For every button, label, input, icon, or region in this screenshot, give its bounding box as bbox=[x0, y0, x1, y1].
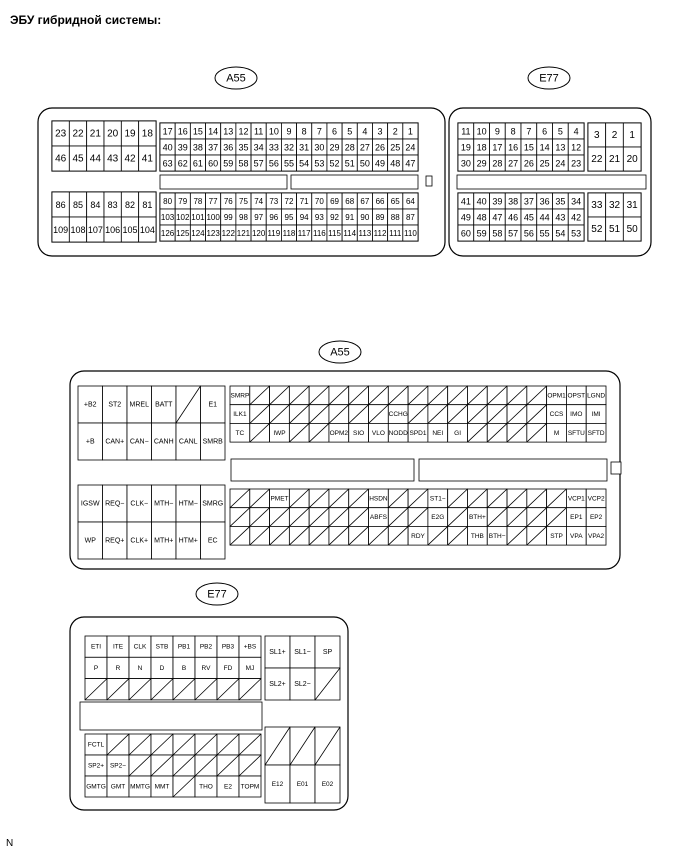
e77-top-rightbot-pin-label: 33 bbox=[591, 200, 603, 211]
a55-right-top-pin-label: IMI bbox=[591, 411, 601, 419]
e77-top-right-pin-label: 21 bbox=[608, 154, 621, 165]
a55-right-bot-pin-label: VPA2 bbox=[588, 532, 605, 540]
a55-top-rightbot-pin-label: 111 bbox=[389, 229, 402, 238]
a55-left-top-pin-label: CANL bbox=[178, 438, 198, 446]
e77-top-rightbot-pin-label: 50 bbox=[626, 224, 638, 235]
connector-label-a55-functions: A55 bbox=[330, 346, 350, 359]
a55-top-right-pin-label: 57 bbox=[253, 158, 264, 169]
a55-top-right-pin-label: 63 bbox=[162, 158, 173, 169]
a55-top-leftbot-pin-label: 82 bbox=[124, 200, 136, 210]
e77-top-right-pin-label: 20 bbox=[626, 154, 638, 165]
a55-top-right-pin-label: 55 bbox=[283, 158, 295, 169]
e77-top-pin-label: STB bbox=[155, 643, 169, 651]
a55-top-rightbot-pin-label: 103 bbox=[160, 213, 175, 222]
e77-top-pin-label: CLK bbox=[133, 643, 147, 651]
a55-top-rightbot-pin-label: 116 bbox=[312, 229, 326, 238]
a55-top-rightbot-pin-label: 123 bbox=[206, 229, 220, 238]
e77-top-left-pin-label: 18 bbox=[476, 142, 487, 153]
a55-top-right-pin-label: 30 bbox=[314, 142, 325, 153]
a55-top-rightbot-pin-label: 80 bbox=[163, 197, 173, 206]
a55-right-bot-pin-label: EP2 bbox=[589, 514, 603, 522]
a55-right-bot-pin-label: VCP1 bbox=[567, 495, 585, 503]
e77-top-pin-label: P bbox=[93, 664, 99, 672]
a55-top-rightbot-pin-label: 97 bbox=[254, 213, 264, 222]
a55-left-top-pin-label: CAN− bbox=[129, 438, 149, 446]
a55-right-top-pin-label: SPD1 bbox=[409, 429, 427, 437]
a55-top-rightbot-pin-label: 101 bbox=[191, 213, 205, 222]
a55-top-right-pin-label: 2 bbox=[392, 126, 398, 137]
a55-top-rightbot-pin-label: 78 bbox=[193, 197, 203, 206]
a55-right-top-pin-label: OPM1 bbox=[547, 392, 566, 400]
e77-top-rightbot-pin-label: 52 bbox=[591, 224, 603, 235]
a55-top-rightbot-pin-label: 68 bbox=[345, 197, 355, 206]
a55-top-rightbot-pin-label: 70 bbox=[314, 197, 324, 206]
a55-right-bot-pin-label: VCP2 bbox=[587, 495, 605, 503]
e77-bot-pin-label: GMTG bbox=[86, 783, 106, 791]
e77-top-left-pin-label: 19 bbox=[460, 142, 471, 153]
a55-top-rightbot-pin-label: 115 bbox=[328, 229, 341, 238]
e77-latch-bar bbox=[457, 175, 646, 189]
e77-top-rightbot-pin-label: 32 bbox=[608, 200, 621, 211]
connector-label-e77-functions: E77 bbox=[207, 588, 227, 601]
e77-top-leftbot-pin-label: 58 bbox=[492, 228, 503, 239]
a55-top-right-pin-label: 38 bbox=[192, 142, 203, 153]
e77-bot-pin-label: THO bbox=[199, 783, 213, 791]
e77-top-pin-label: ETI bbox=[90, 643, 102, 651]
a55-top-right-pin-label: 9 bbox=[286, 126, 292, 137]
a55-right-top-pin-label: SMRP bbox=[230, 392, 250, 400]
a55-top-rightbot-pin-label: 112 bbox=[373, 229, 387, 238]
a55-right-top-pin-label: IMO bbox=[570, 411, 583, 419]
e77-top-left-pin-label: 9 bbox=[494, 126, 500, 137]
a55-top-rightbot-pin-label: 73 bbox=[269, 197, 279, 206]
e77-top-leftbot-pin-label: 35 bbox=[555, 196, 566, 207]
a55-functions-latch bbox=[231, 459, 414, 481]
e77-top-leftbot-pin-label: 49 bbox=[460, 212, 471, 223]
a55-top-right-pin-label: 50 bbox=[359, 158, 370, 169]
e77-top-left-pin-label: 7 bbox=[526, 126, 532, 137]
a55-top-left-pin-label: 22 bbox=[72, 128, 84, 140]
a55-top-right-pin-label: 34 bbox=[253, 142, 264, 153]
housing-notch bbox=[611, 462, 621, 474]
a55-top-right-pin-label: 13 bbox=[223, 126, 234, 137]
a55-top-right-pin-label: 32 bbox=[283, 142, 295, 153]
e77-top-left-pin-label: 17 bbox=[492, 142, 503, 153]
e77-top-leftbot-pin-label: 56 bbox=[523, 228, 534, 239]
a55-left-bot-pin-label: MTH+ bbox=[154, 537, 174, 545]
e77-top-pin-label: RV bbox=[201, 664, 211, 672]
a55-top-rightbot-pin-label: 75 bbox=[239, 197, 248, 206]
e77-top-pin-label: ITE bbox=[112, 643, 124, 651]
e77-top-leftbot-pin-label: 59 bbox=[476, 228, 487, 239]
a55-right-bot-pin-label: RDY bbox=[411, 532, 425, 540]
a55-top-rightbot-pin-label: 74 bbox=[254, 197, 264, 206]
a55-top-right-pin-label: 36 bbox=[223, 142, 234, 153]
a55-top-leftbot-pin-label: 109 bbox=[53, 225, 69, 235]
a55-top-right-pin-label: 3 bbox=[377, 126, 383, 137]
a55-left-top-pin-label: CAN+ bbox=[105, 438, 125, 446]
e77-top-leftbot-pin-label: 37 bbox=[523, 196, 534, 207]
e77-top-right-pin-label: 3 bbox=[594, 130, 600, 141]
e77-top-left-pin-label: 11 bbox=[461, 126, 471, 137]
a55-top-rightbot-pin-label: 125 bbox=[176, 229, 190, 238]
e77-top-pin-label: B bbox=[181, 664, 187, 672]
a55-top-right-pin-label: 53 bbox=[314, 158, 325, 169]
a55-left-bot-pin-label: CLK− bbox=[130, 500, 149, 508]
a55-left-top-pin-label: BATT bbox=[155, 401, 173, 409]
a55-top-right-pin-label: 61 bbox=[192, 158, 203, 169]
a55-top-left-pin-label: 45 bbox=[72, 153, 84, 165]
e77-top-left-pin-label: 15 bbox=[523, 142, 534, 153]
e77-topright-pin-label: SL2+ bbox=[269, 681, 286, 688]
a55-top-rightbot-pin-label: 67 bbox=[360, 197, 370, 206]
a55-left-bot-pin-label: SMRG bbox=[202, 500, 224, 508]
e77-top-leftbot-pin-label: 40 bbox=[476, 196, 487, 207]
a55-right-bot-pin-label: STP bbox=[550, 532, 563, 540]
a55-top-rightbot-pin-label: 120 bbox=[251, 229, 266, 238]
a55-left-top-pin-label: ST2 bbox=[108, 401, 122, 409]
a55-right-bot-pin-label: HSDN bbox=[369, 495, 388, 503]
a55-top-leftbot-pin-label: 86 bbox=[55, 200, 66, 210]
a55-top-right-pin-label: 52 bbox=[329, 158, 340, 169]
a55-top-right-pin-label: 28 bbox=[344, 142, 355, 153]
e77-bot-pin-label: FCTL bbox=[87, 741, 105, 749]
a55-right-top-pin-label: NEI bbox=[432, 429, 444, 437]
a55-top-right-pin-label: 31 bbox=[299, 142, 310, 153]
a55-top-leftbot-pin-label: 105 bbox=[122, 225, 138, 235]
a55-top-rightbot-pin-label: 76 bbox=[223, 197, 233, 206]
a55-top-rightbot-pin-label: 124 bbox=[191, 229, 205, 238]
a55-top-rightbot-pin-label: 89 bbox=[375, 213, 385, 222]
housing-notch bbox=[426, 176, 432, 186]
a55-right-top-pin-label: OPM2 bbox=[329, 429, 349, 437]
a55-top-rightbot-pin-label: 65 bbox=[390, 197, 400, 206]
a55-right-bot-pin-label: EP1 bbox=[570, 514, 583, 522]
a55-top-rightbot-pin-label: 113 bbox=[358, 229, 372, 238]
a55-top-right-pin-label: 1 bbox=[407, 126, 413, 137]
a55-right-bot-pin-label: E2G bbox=[431, 514, 445, 522]
e77-top-leftbot-pin-label: 46 bbox=[508, 212, 519, 223]
a55-top-right-pin-label: 4 bbox=[362, 126, 368, 137]
a55-right-top-pin-label: ILK1 bbox=[233, 411, 247, 419]
a55-right-top-pin-label: SFTU bbox=[567, 429, 585, 437]
a55-top-rightbot-pin-label: 117 bbox=[297, 229, 311, 238]
a55-left-bot-pin-label: REQ+ bbox=[105, 537, 125, 545]
a55-top-right-pin-label: 35 bbox=[238, 142, 249, 153]
e77-top-pin-label: FD bbox=[223, 664, 233, 672]
e77-top-pin-label: PB1 bbox=[177, 643, 191, 651]
a55-top-right-pin-label: 47 bbox=[405, 158, 416, 169]
e77-top-leftbot-pin-label: 55 bbox=[539, 228, 550, 239]
e77-topright-pin-label: SL2− bbox=[294, 681, 311, 688]
a55-top-rightbot-pin-label: 98 bbox=[239, 213, 248, 222]
a55-left-top-pin-label: +B bbox=[85, 438, 95, 446]
a55-top-left-pin-label: 21 bbox=[89, 128, 101, 140]
e77-top-left-pin-label: 5 bbox=[557, 126, 563, 137]
a55-right-top-pin-label: M bbox=[553, 429, 560, 437]
a55-top-rightbot-pin-label: 64 bbox=[405, 197, 415, 206]
a55-top-left-pin-label: 46 bbox=[55, 153, 67, 165]
e77-top-pin-label: D bbox=[159, 664, 165, 672]
e77-top-right-pin-label: 1 bbox=[629, 130, 635, 141]
a55-top-right-pin-label: 10 bbox=[268, 126, 279, 137]
a55-top-leftbot-pin-label: 106 bbox=[105, 225, 121, 235]
a55-top-rightbot-pin-label: 99 bbox=[223, 213, 233, 222]
a55-top-rightbot-pin-label: 118 bbox=[282, 229, 296, 238]
a55-top-rightbot-pin-label: 91 bbox=[345, 213, 355, 222]
a55-left-top-pin-label: MREL bbox=[129, 401, 149, 409]
a55-left-top-pin-label: E1 bbox=[208, 401, 218, 409]
a55-top-leftbot-pin-label: 107 bbox=[87, 225, 103, 235]
page-title: ЭБУ гибридной системы: bbox=[10, 13, 162, 27]
e77-topright-pin-label: SL1− bbox=[294, 649, 311, 656]
e77-top-leftbot-pin-label: 41 bbox=[460, 196, 471, 207]
a55-top-rightbot-pin-label: 69 bbox=[330, 197, 339, 206]
a55-top-right-pin-label: 7 bbox=[316, 126, 322, 137]
a55-top-rightbot-pin-label: 72 bbox=[284, 197, 294, 206]
e77-top-leftbot-pin-label: 45 bbox=[523, 212, 534, 223]
a55-latch-bar bbox=[291, 175, 418, 189]
e77-bot-pin-label: SP2− bbox=[109, 762, 127, 770]
a55-right-top-pin-label: CCHG bbox=[388, 411, 408, 419]
a55-top-right-pin-label: 15 bbox=[192, 126, 203, 137]
connector-label-a55: A55 bbox=[226, 72, 246, 85]
e77-topright-pin-label: SL1+ bbox=[269, 649, 286, 656]
e77-top-left-pin-label: 14 bbox=[539, 142, 550, 153]
a55-top-leftbot-pin-label: 108 bbox=[70, 225, 86, 235]
e77-top-leftbot-pin-label: 47 bbox=[492, 212, 503, 223]
a55-left-bot-pin-label: EC bbox=[207, 537, 218, 545]
e77-top-leftbot-pin-label: 42 bbox=[571, 212, 582, 223]
connector-label-e77: E77 bbox=[539, 72, 559, 85]
a55-right-bot-pin-label: ST1− bbox=[429, 495, 446, 503]
a55-top-right-pin-label: 11 bbox=[253, 126, 264, 137]
e77-top-left-pin-label: 29 bbox=[476, 158, 487, 169]
a55-right-top-pin-label: IWP bbox=[273, 429, 286, 437]
e77-top-left-pin-label: 28 bbox=[492, 158, 503, 169]
e77-top-left-pin-label: 27 bbox=[508, 158, 519, 169]
e77-top-rightbot-pin-label: 31 bbox=[626, 200, 638, 211]
a55-right-bot-pin-label: VPA bbox=[570, 532, 583, 540]
a55-left-bot-pin-label: CLK+ bbox=[130, 537, 149, 545]
a55-top-leftbot-pin-label: 84 bbox=[90, 200, 101, 210]
a55-top-rightbot-pin-label: 122 bbox=[221, 229, 235, 238]
a55-right-top-pin-label: OPST bbox=[567, 392, 586, 400]
e77-top-leftbot-pin-label: 34 bbox=[571, 196, 582, 207]
e77-bot-pin-label: MMTG bbox=[130, 783, 150, 791]
e77-top-pin-label: R bbox=[115, 664, 121, 672]
a55-right-top-pin-label: LGND bbox=[587, 392, 606, 400]
e77-top-left-pin-label: 30 bbox=[460, 158, 471, 169]
e77-top-right-pin-label: 2 bbox=[611, 130, 618, 141]
a55-top-right-pin-label: 29 bbox=[329, 142, 340, 153]
e77-top-left-pin-label: 13 bbox=[555, 142, 566, 153]
e77-top-left-pin-label: 25 bbox=[539, 158, 550, 169]
a55-top-left-pin-label: 19 bbox=[124, 128, 136, 140]
a55-top-right-pin-label: 54 bbox=[299, 158, 310, 169]
a55-top-right-pin-label: 12 bbox=[238, 126, 249, 137]
e77-botright-pin-label: E12 bbox=[271, 781, 284, 788]
a55-left-bot-pin-label: MTH− bbox=[154, 500, 174, 508]
a55-right-bot-pin-label: BTH− bbox=[488, 532, 506, 540]
e77-bot-pin-label: TOPM bbox=[240, 783, 260, 791]
a55-top-leftbot-pin-label: 83 bbox=[107, 200, 118, 210]
a55-top-right-pin-label: 37 bbox=[208, 142, 219, 153]
a55-top-left-pin-label: 41 bbox=[141, 153, 153, 165]
a55-top-right-pin-label: 24 bbox=[405, 142, 416, 153]
a55-top-right-pin-label: 5 bbox=[347, 126, 353, 137]
a55-top-rightbot-pin-label: 114 bbox=[343, 229, 357, 238]
a55-top-left-pin-label: 23 bbox=[55, 128, 67, 140]
e77-top-rightbot-pin-label: 51 bbox=[608, 224, 621, 235]
a55-top-right-pin-label: 58 bbox=[238, 158, 249, 169]
a55-left-bot-pin-label: HTM− bbox=[178, 500, 198, 508]
a55-left-bot-pin-label: WP bbox=[84, 537, 96, 545]
a55-top-rightbot-pin-label: 93 bbox=[314, 213, 324, 222]
a55-top-right-pin-label: 48 bbox=[390, 158, 401, 169]
e77-top-left-pin-label: 6 bbox=[542, 126, 548, 137]
e77-functions-latch bbox=[80, 702, 262, 730]
a55-latch-bar bbox=[160, 175, 287, 189]
a55-top-rightbot-pin-label: 95 bbox=[284, 213, 294, 222]
a55-top-right-pin-label: 51 bbox=[344, 158, 355, 169]
e77-botright-pin-label: E02 bbox=[321, 781, 334, 788]
e77-top-pin-label: N bbox=[137, 664, 143, 672]
a55-top-right-pin-label: 62 bbox=[177, 158, 188, 169]
a55-top-rightbot-pin-label: 102 bbox=[176, 213, 190, 222]
a55-top-right-pin-label: 14 bbox=[208, 126, 219, 137]
e77-top-leftbot-pin-label: 54 bbox=[555, 228, 566, 239]
a55-right-top-pin-label: SIO bbox=[353, 429, 365, 437]
a55-top-rightbot-pin-label: 96 bbox=[269, 213, 279, 222]
e77-top-pin-label: MJ bbox=[245, 664, 255, 672]
a55-right-bot-pin-label: PMET bbox=[270, 495, 289, 503]
a55-top-left-pin-label: 20 bbox=[107, 128, 119, 140]
a55-left-top-pin-label: +B2 bbox=[83, 401, 97, 409]
a55-right-top-pin-label: NODD bbox=[388, 429, 408, 437]
a55-right-top-pin-label: GI bbox=[454, 429, 462, 437]
e77-top-left-pin-label: 16 bbox=[508, 142, 519, 153]
a55-top-rightbot-pin-label: 87 bbox=[405, 213, 415, 222]
a55-left-bot-pin-label: HTM+ bbox=[178, 537, 198, 545]
a55-left-bot-pin-label: IGSW bbox=[80, 500, 100, 508]
e77-bot-pin-label: MMT bbox=[154, 783, 170, 791]
e77-top-left-pin-label: 23 bbox=[571, 158, 582, 169]
a55-top-rightbot-pin-label: 66 bbox=[375, 197, 385, 206]
a55-top-rightbot-pin-label: 110 bbox=[404, 229, 417, 238]
e77-top-leftbot-pin-label: 48 bbox=[476, 212, 487, 223]
e77-top-leftbot-pin-label: 39 bbox=[492, 196, 503, 207]
a55-right-bot-pin-label: THB bbox=[470, 532, 484, 540]
a55-top-right-pin-label: 25 bbox=[390, 142, 401, 153]
a55-right-top-pin-label: TC bbox=[235, 429, 245, 437]
a55-top-right-pin-label: 39 bbox=[177, 142, 188, 153]
a55-top-rightbot-pin-label: 100 bbox=[206, 213, 220, 222]
a55-right-top-pin-label: CCS bbox=[549, 411, 564, 419]
e77-top-left-pin-label: 12 bbox=[571, 142, 582, 153]
a55-top-rightbot-pin-label: 126 bbox=[160, 229, 175, 238]
e77-top-leftbot-pin-label: 60 bbox=[460, 228, 471, 239]
a55-left-top-pin-label: CANH bbox=[153, 438, 174, 446]
a55-top-left-pin-label: 18 bbox=[141, 128, 153, 140]
a55-top-right-pin-label: 33 bbox=[268, 142, 279, 153]
a55-top-right-pin-label: 16 bbox=[177, 126, 188, 137]
a55-top-right-pin-label: 6 bbox=[332, 126, 338, 137]
e77-top-left-pin-label: 8 bbox=[510, 126, 516, 137]
e77-top-pin-label: PB2 bbox=[199, 643, 213, 651]
a55-top-rightbot-pin-label: 77 bbox=[208, 197, 218, 206]
a55-left-top-pin-label: SMRB bbox=[202, 438, 223, 446]
figure-code: N bbox=[6, 838, 14, 849]
a55-top-rightbot-pin-label: 94 bbox=[299, 213, 309, 222]
a55-top-left-pin-label: 44 bbox=[89, 153, 101, 165]
e77-botright-pin-label: E01 bbox=[296, 781, 309, 788]
a55-right-bot-pin-label: ABFS bbox=[369, 514, 387, 522]
a55-top-left-pin-label: 43 bbox=[107, 153, 119, 165]
e77-topright-pin-label: SP bbox=[322, 649, 333, 656]
e77-bot-pin-label: E2 bbox=[224, 783, 232, 791]
a55-top-right-pin-label: 49 bbox=[375, 158, 386, 169]
e77-top-left-pin-label: 26 bbox=[523, 158, 534, 169]
a55-right-top-pin-label: SFTD bbox=[587, 429, 605, 437]
a55-functions-latch bbox=[419, 459, 607, 481]
a55-right-top-pin-label: VLO bbox=[371, 429, 385, 437]
a55-top-right-pin-label: 60 bbox=[208, 158, 219, 169]
e77-top-leftbot-pin-label: 57 bbox=[508, 228, 519, 239]
a55-top-right-pin-label: 17 bbox=[162, 126, 173, 137]
a55-top-right-pin-label: 8 bbox=[301, 126, 307, 137]
e77-top-pin-label: +BS bbox=[243, 643, 257, 651]
e77-top-leftbot-pin-label: 36 bbox=[539, 196, 550, 207]
a55-top-rightbot-pin-label: 88 bbox=[390, 213, 400, 222]
e77-bot-pin-label: GMT bbox=[110, 783, 126, 791]
a55-top-rightbot-pin-label: 79 bbox=[178, 197, 188, 206]
a55-top-right-pin-label: 27 bbox=[359, 142, 370, 153]
e77-top-leftbot-pin-label: 43 bbox=[555, 212, 566, 223]
a55-left-bot-pin-label: REQ− bbox=[105, 500, 125, 508]
a55-top-leftbot-pin-label: 81 bbox=[142, 200, 153, 210]
a55-top-right-pin-label: 56 bbox=[268, 158, 279, 169]
a55-top-rightbot-pin-label: 121 bbox=[236, 229, 251, 238]
e77-top-right-pin-label: 22 bbox=[591, 154, 603, 165]
a55-top-rightbot-pin-label: 119 bbox=[267, 229, 281, 238]
a55-top-leftbot-pin-label: 104 bbox=[139, 225, 155, 235]
e77-top-left-pin-label: 10 bbox=[476, 126, 487, 137]
e77-bot-pin-label: SP2+ bbox=[87, 762, 105, 770]
a55-top-right-pin-label: 59 bbox=[223, 158, 234, 169]
e77-top-leftbot-pin-label: 38 bbox=[508, 196, 519, 207]
e77-top-left-pin-label: 4 bbox=[573, 126, 579, 137]
a55-top-rightbot-pin-label: 92 bbox=[330, 213, 339, 222]
e77-top-leftbot-pin-label: 53 bbox=[571, 228, 582, 239]
e77-top-leftbot-pin-label: 44 bbox=[539, 212, 550, 223]
a55-top-rightbot-pin-label: 90 bbox=[360, 213, 370, 222]
a55-right-bot-pin-label: BTH+ bbox=[468, 514, 486, 522]
a55-top-rightbot-pin-label: 71 bbox=[299, 197, 309, 206]
e77-top-left-pin-label: 24 bbox=[555, 158, 566, 169]
a55-top-right-pin-label: 40 bbox=[162, 142, 173, 153]
e77-top-pin-label: PB3 bbox=[221, 643, 235, 651]
a55-top-left-pin-label: 42 bbox=[124, 153, 136, 165]
a55-top-right-pin-label: 26 bbox=[375, 142, 386, 153]
a55-top-leftbot-pin-label: 85 bbox=[72, 200, 84, 210]
